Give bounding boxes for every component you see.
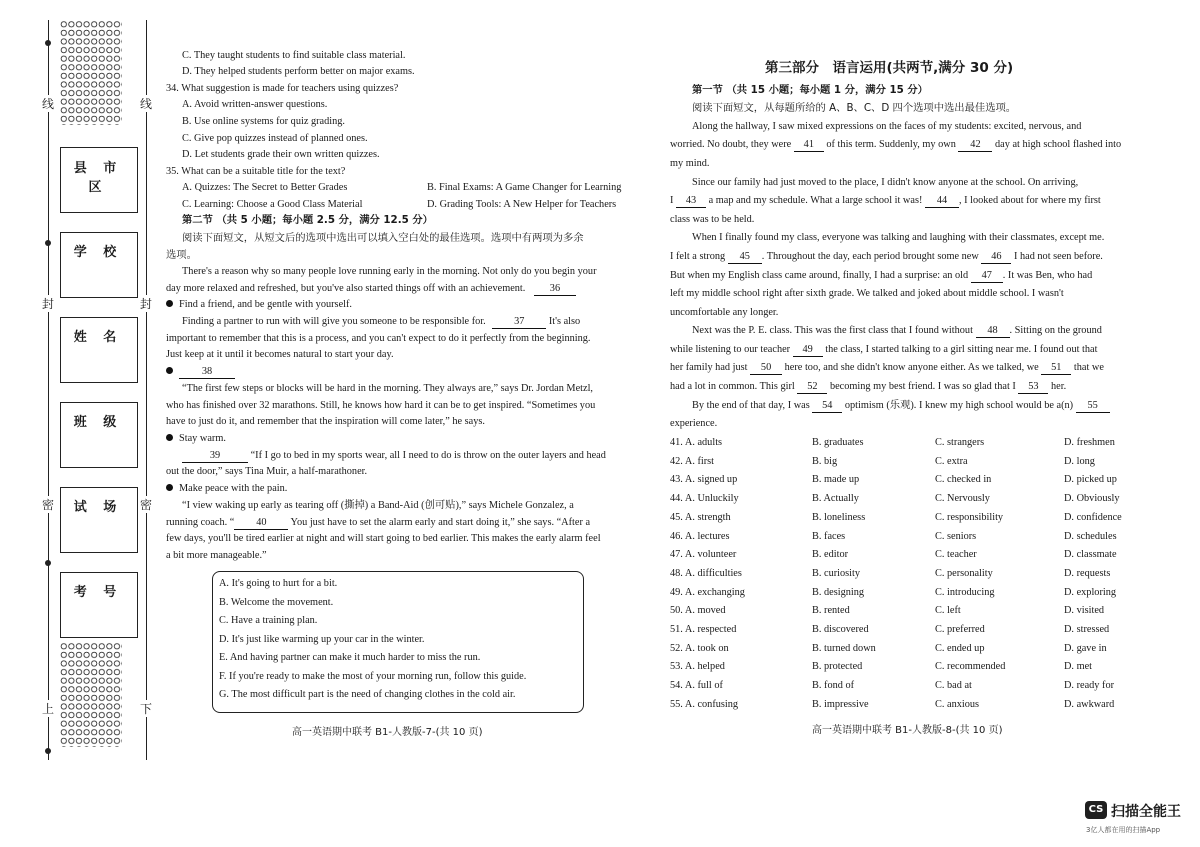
watermark-tagline: 3亿人都在用的扫描App [1086, 826, 1161, 834]
cloze-line: Next was the P. E. class. This was the first class that I found without 48 . Sitting on the ground [692, 325, 1102, 336]
bullet-icon [166, 434, 173, 441]
q34-option-a: A. Avoid written-answer questions. [182, 99, 328, 110]
field-box-exam-room[interactable] [60, 487, 138, 553]
answer-row: 51. A. respected B. discovered C. preferred D. stressed [670, 624, 1110, 635]
passage-line: important to remember that this is a process, and you can't expect to do it perfectly from the beginning. [166, 333, 591, 344]
blank-53[interactable]: 53 [1018, 381, 1048, 394]
q35-option-c: C. Learning: Choose a Good Class Material [182, 199, 363, 210]
blank-40[interactable]: 40 [234, 517, 288, 530]
cloze-line: class was to be held. [670, 214, 755, 225]
answer-row: 50. A. moved B. rented C. left D. visited [670, 605, 1105, 617]
choice-d: D. It's just like warming up your car in the winter. [219, 634, 425, 645]
side-char-mi: 密 [41, 498, 54, 512]
blank-42[interactable]: 42 [958, 139, 992, 152]
field-box-school[interactable] [60, 232, 138, 298]
answer-row: 45. A. strength B. loneliness C. responsibility D. confidence [670, 511, 1122, 523]
bottom-dot-grid [60, 642, 122, 747]
cloze-line: I 43 a map and my schedule. What a large school it was! 44 , I looked about for where my first [670, 195, 1101, 206]
part3-title: 第三部分 语言运用(共两节,满分 30 分) [765, 60, 1014, 76]
q35-option-a: A. Quizzes: The Secret to Better Grades [182, 182, 348, 193]
section1-title: 第一节 （共 15 小题；每小题 1 分，满分 15 分） [692, 84, 928, 96]
cloze-line: left my middle school right after sixth grade. We talked and joked about middle school. I wasn't [670, 288, 1064, 299]
choice-f: F. If you're ready to make the most of your morning run, follow this guide. [219, 671, 527, 682]
side-char-feng: 封 [139, 297, 152, 311]
blank-52[interactable]: 52 [797, 381, 827, 394]
q35-option-b: B. Final Exams: A Game Changer for Learning [427, 182, 622, 193]
cloze-line: Since our family had just moved to the place, I didn't know anyone at the school. On arriving, [692, 177, 1079, 188]
passage-line: a bit more manageable.” [166, 550, 267, 561]
side-char-xian: 线 [139, 97, 152, 111]
section2-instruction: 阅读下面短文，从短文后的选项中选出可以填入空白处的最佳选项。选项中有两项为多余 [182, 232, 584, 244]
q33-option-d: D. They helped students perform better on major exams. [182, 66, 415, 77]
left-cut-line [48, 20, 49, 760]
choice-e: E. And having partner can make it much harder to miss the run. [219, 652, 481, 663]
passage-line: Finding a partner to run with will give you someone to be responsible for. 37 It's also [182, 316, 581, 327]
right-cut-line [146, 20, 147, 760]
cloze-line: When I finally found my class, everyone was talking and laughing with their classmates, except me. [692, 232, 1105, 243]
passage-line: out the door,” says Tina Muir, a half-marathoner. [166, 466, 368, 477]
blank-38[interactable]: 38 [179, 366, 235, 379]
answer-row: 44. A. Unluckily B. Actually C. Nervously D. Obviously [670, 493, 1120, 505]
blank-36[interactable]: 36 [534, 283, 576, 296]
cloze-line: worried. No doubt, they were 41 of this term. Suddenly, my own 42 day at high school flashed into [670, 139, 1122, 150]
watermark-name: 扫描全能王 [1111, 804, 1181, 820]
passage-line: “I view waking up early as tearing off (撕掉) a Band-Aid (创可贴),” says Michele Gonzalez, a [182, 500, 574, 511]
bullet-icon [166, 367, 173, 374]
q34-option-d: D. Let students grade their own written quizzes. [182, 149, 380, 160]
left-page-footer: 高一英语期中联考 B1-人教版-7-(共 10 页) [292, 727, 483, 738]
answer-row: 42. A. first B. big C. extra D. long [670, 455, 1095, 467]
side-char-mi: 密 [139, 498, 152, 512]
passage-line: who has finished over 32 marathons. Still, he knows how hard it can be to get inspired. “Sometimes you [166, 400, 596, 411]
passage-line: few days, you'll be tired earlier at night and will start going to bed earlier. This makes the early alarm feel [166, 533, 601, 544]
blank-46[interactable]: 46 [981, 251, 1011, 264]
cloze-line: experience. [670, 418, 718, 429]
heading-2 [166, 366, 235, 379]
blank-48[interactable]: 48 [976, 325, 1010, 338]
top-dot-grid [60, 20, 122, 125]
cloze-line: By the end of that day, I was 54 optimism (乐观). I knew my high school would be a(n) 55 [692, 400, 1110, 413]
choice-a: A. It's going to hurt for a bit. [219, 578, 338, 589]
answer-row: 52. A. took on B. turned down C. ended up D. gave in [670, 642, 1107, 654]
field-label-name: 姓 名 [73, 330, 123, 345]
passage-line: day more relaxed and refreshed, but you've also started things off with an achievement. 36 [166, 283, 576, 296]
field-box-exam-number[interactable] [60, 572, 138, 638]
answer-row: 53. A. helped B. protected C. recommended D. met [670, 661, 1093, 673]
camscanner-logo-icon: CS [1085, 801, 1107, 819]
heading-make-peace: Make peace with the pain. [166, 483, 287, 495]
cloze-line: had a lot in common. This girl 52 becoming my best friend. I was so glad that I 53 her. [670, 381, 1067, 392]
q34-option-b: B. Use online systems for quiz grading. [182, 116, 346, 127]
passage-line: 39 “If I go to bed in my sports wear, all I need to do is throw on the outer layers and head [182, 450, 606, 463]
cloze-line: I felt a strong 45 . Throughout the day, each period brought some new 46 I had not seen before. [670, 251, 1103, 262]
q34-option-c: C. Give pop quizzes instead of planned ones. [182, 133, 368, 144]
blank-54[interactable]: 54 [812, 400, 842, 413]
field-box-county[interactable] [60, 147, 138, 213]
right-page-footer: 高一英语期中联考 B1-人教版-8-(共 10 页) [812, 725, 1003, 736]
blank-41[interactable]: 41 [794, 139, 824, 152]
cloze-line: But when my English class came around, finally, I had a surprise: an old 47 . It was Ben, who had [670, 270, 1093, 281]
field-label-exam-number: 考 号 [73, 585, 123, 600]
q33-option-c: C. They taught students to find suitable class material. [182, 50, 406, 61]
heading-stay-warm: Stay warm. [166, 433, 226, 445]
q35-option-d: D. Grading Tools: A New Helper for Teachers [427, 199, 617, 210]
blank-51[interactable]: 51 [1041, 362, 1071, 375]
field-label-school: 学 校 [73, 245, 123, 260]
section2-instruction-cont: 选项。 [166, 249, 197, 261]
answer-row: 54. A. full of B. fond of C. bad at D. ready for [670, 680, 1115, 692]
field-label-exam-room: 试 场 [73, 500, 123, 515]
field-box-class[interactable] [60, 402, 138, 468]
answer-row: 46. A. lectures B. faces C. seniors D. schedules [670, 530, 1117, 542]
cloze-line: her family had just 50 here too, and she didn't know anyone either. As we talked, we 51 that we [670, 362, 1104, 373]
blank-37[interactable]: 37 [492, 316, 546, 329]
passage-line: Just keep at it until it becomes natural to start your day. [166, 349, 394, 360]
section2-title: 第二节 （共 5 小题；每小题 2.5 分，满分 12.5 分） [182, 214, 433, 226]
passage-line: There's a reason why so many people love running early in the morning. Not only do you begin your [182, 266, 597, 277]
answer-row: 55. A. confusing B. impressive C. anxious D. awkward [670, 698, 1115, 710]
cloze-line: my mind. [670, 158, 710, 169]
blank-45[interactable]: 45 [728, 251, 762, 264]
bind-hole [45, 748, 51, 754]
passage-line: running coach. “ 40 You just have to set the alarm early and start doing it,” she says. “After a [166, 517, 591, 528]
blank-47[interactable]: 47 [971, 270, 1003, 283]
choice-g: G. The most difficult part is the need of changing clothes in the cold air. [219, 689, 516, 700]
bind-hole [45, 560, 51, 566]
side-char-xia: 下 [139, 702, 152, 716]
bind-hole [45, 240, 51, 246]
choice-b: B. Welcome the movement. [219, 597, 334, 608]
field-label-county: 县 市 区 [73, 161, 123, 195]
blank-49[interactable]: 49 [793, 344, 823, 357]
passage-line: “The first few steps or blocks will be hard in the morning. They always are,” says Dr. Jordan Metzl, [182, 383, 594, 394]
heading-1: Find a friend, and be gentle with yourself. [166, 299, 352, 311]
cloze-line: uncomfortable any longer. [670, 307, 779, 318]
q35-stem: 35. What can be a suitable title for the text? [166, 166, 346, 177]
binding-strip [0, 0, 162, 790]
bullet-icon [166, 300, 173, 307]
cloze-line: while listening to our teacher 49 the class, I started talking to a girl sitting near me. I found out that [670, 344, 1098, 355]
cloze-line: Along the hallway, I saw mixed expressions on the faces of my students: excited, nervous, and [692, 121, 1082, 132]
answer-row: 41. A. adults B. graduates C. strangers D. freshmen [670, 437, 1115, 448]
answer-row: 49. A. exchanging B. designing C. introducing D. exploring [670, 586, 1117, 598]
blank-39[interactable]: 39 [182, 450, 248, 463]
side-char-xian: 线 [41, 97, 54, 111]
q34-stem: 34. What suggestion is made for teachers using quizzes? [166, 83, 399, 94]
blank-55[interactable]: 55 [1076, 400, 1110, 413]
field-box-name[interactable] [60, 317, 138, 383]
field-label-class: 班 级 [73, 415, 123, 430]
blank-50[interactable]: 50 [750, 362, 782, 375]
answer-row: 47. A. volunteer B. editor C. teacher D. classmate [670, 549, 1117, 561]
bullet-icon [166, 484, 173, 491]
blank-43[interactable]: 43 [676, 195, 706, 208]
bind-hole [45, 40, 51, 46]
answer-row: 48. A. difficulties B. curiosity C. personality D. requests [670, 567, 1111, 579]
choice-c: C. Have a training plan. [219, 615, 318, 626]
side-char-feng: 封 [41, 297, 54, 311]
section1-instruction: 阅读下面短文，从每题所给的 A、B、C、D 四个选项中选出最佳选项。 [692, 102, 1017, 114]
answer-row: 43. A. signed up B. made up C. checked in D. picked up [670, 474, 1117, 486]
blank-44[interactable]: 44 [925, 195, 959, 208]
side-char-shang: 上 [41, 702, 54, 716]
passage-line: have to just do it, and remember that the inspiration will come later,” he says. [166, 416, 485, 427]
